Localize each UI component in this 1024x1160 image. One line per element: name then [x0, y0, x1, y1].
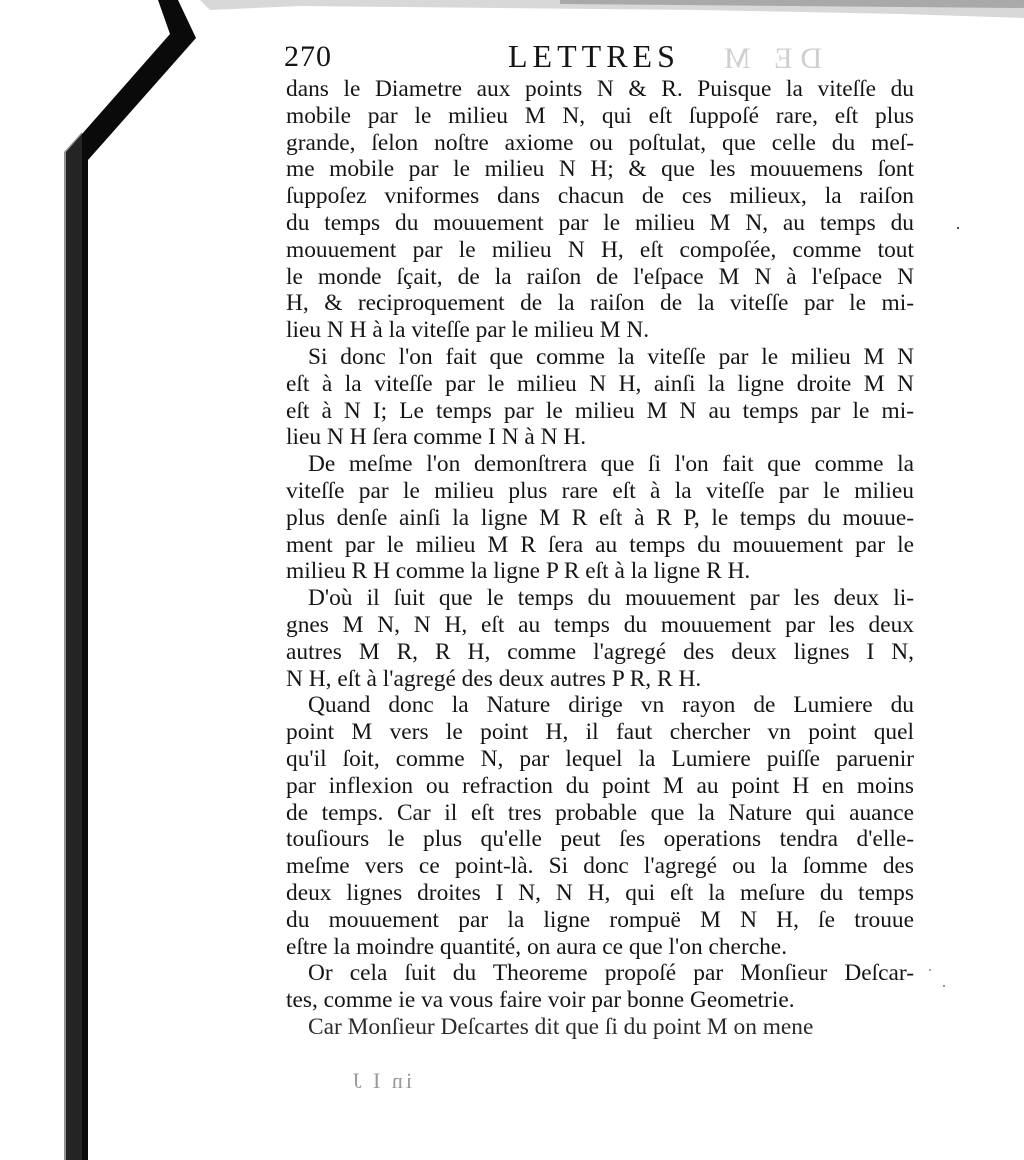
text-line: qu'il ſoit, comme N, par lequel la Lumiere puiſſe paruenir: [286, 745, 914, 772]
paragraph-start: Si donc l'on fait que comme la viteſſe par le milieu M N: [308, 343, 914, 370]
paragraph-start: Quand donc la Nature dirige vn rayon de Lumiere du: [308, 692, 914, 719]
text-line: meſme vers ce point-là. Si donc l'agregé ou la ſomme des: [286, 853, 914, 880]
text-line: eſt à la viteſſe par le milieu N H, ainſi la ligne droite M N: [286, 370, 914, 397]
text-line: de temps. Car il eſt tres probable que la Nature qui auance: [286, 799, 914, 826]
text-line: H, & reciproquement de la raiſon de la viteſſe par le mi-: [286, 290, 914, 317]
paragraph-start: D'où il ſuit que le temps du mouuement par les deux li-: [308, 585, 914, 612]
text-line: me mobile par le milieu N H; & que les mouuemens ſont: [286, 156, 914, 183]
text-line: le monde ſçait, de la raiſon de l'eſpace M N à l'eſpace N: [286, 263, 914, 290]
text-line: du mouuement par la ligne rompuë M N H, ſe trouue: [286, 906, 914, 933]
text-line: eſt à N I; Le temps par le milieu M N au temps par le mi-: [286, 397, 914, 424]
text-line: point M vers le point H, il faut chercher vn point quel: [286, 719, 914, 746]
text-line: dans le Diametre aux points N & R. Puisque la viteſſe du: [286, 76, 914, 102]
text-line: N H, eſt à l'agregé des deux autres P R, R H.: [286, 665, 702, 692]
text-line: lieu N H à la viteſſe par le milieu M N.: [286, 317, 650, 344]
text-line: viteſſe par le milieu plus rare eſt à la viteſſe par le milieu: [286, 477, 914, 504]
page-header: [286, 36, 922, 76]
book-page: [286, 36, 922, 1041]
text-line: mobile par le milieu M N, qui eſt ſuppoſé rare, eſt plus: [286, 102, 914, 129]
text-line: ment par le milieu M R ſera au temps du mouuement par le: [286, 531, 914, 558]
paragraph-start: Or cela ſuit du Theoreme propoſé par Monſieur Deſcar-: [308, 960, 914, 987]
text-line: par inflexion ou refraction du point M au point H en moins: [286, 772, 914, 799]
text-line: milieu R H comme la ligne P R eſt à la ligne R H.: [286, 558, 751, 585]
text-line: deux lignes droites I N, N H, qui eſt la meſure du temps: [286, 879, 914, 906]
paragraph-start: Car Monſieur Deſcartes dit que ſi du point M on mene: [308, 1013, 814, 1040]
text-line: plus denſe ainſi la ligne M R eſt à R P, le temps du mouue-: [286, 504, 914, 531]
page-number: 270: [284, 40, 332, 73]
text-line: gnes M N, N H, eſt au temps du mouuement par les deux: [286, 611, 914, 638]
text-line: mouuement par le milieu N H, eſt compoſée, comme tout: [286, 236, 914, 263]
text-line: eſtre la moindre quantité, on aura ce que l'on cherche.: [286, 933, 788, 960]
text-line: du temps du mouuement par le milieu M N, au temps du: [286, 209, 914, 236]
paragraph-start: De meſme l'on demonſtrera que ſi l'on fait que comme la: [308, 451, 914, 478]
text-line: autres M R, R H, comme l'agregé des deux lignes I N,: [286, 638, 914, 665]
bleed-through-head: DE M: [716, 42, 823, 75]
running-head: LETTRES: [508, 38, 680, 74]
text-line: touſiours le plus qu'elle peut ſes operations tendra d'elle-: [286, 826, 914, 853]
text-line: tes, comme ie va vous faire voir par bonne Geometrie.: [286, 987, 795, 1014]
bleed-through-footer: in I J: [350, 1068, 412, 1093]
text-line: grande, ſelon noſtre axiome ou poſtulat, que celle du meſ-: [286, 129, 914, 156]
body-text: [286, 76, 922, 1041]
text-line: ſuppoſez vniformes dans chacun de ces milieux, la raiſon: [286, 183, 914, 210]
text-line: lieu N H ſera comme I N à N H.: [286, 424, 587, 451]
